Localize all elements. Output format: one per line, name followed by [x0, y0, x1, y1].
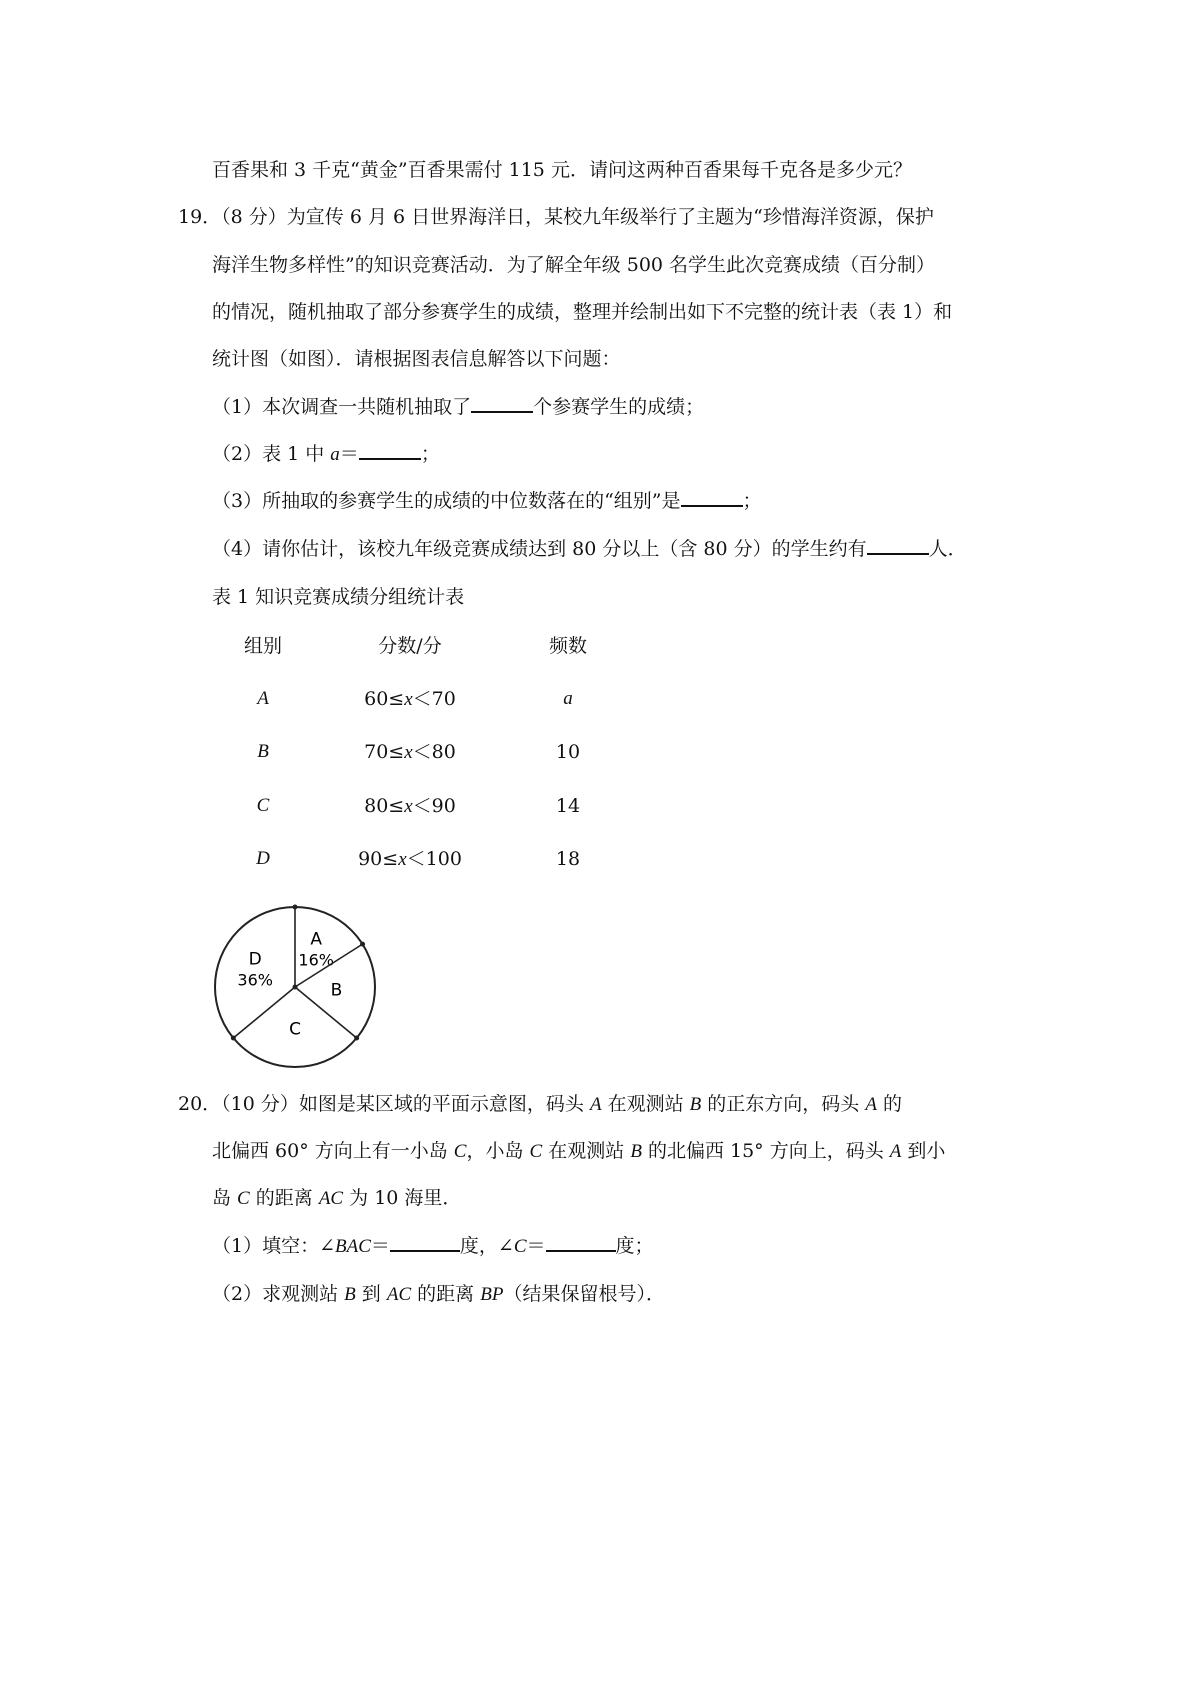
- pie-slice-b-label: B: [330, 980, 343, 1001]
- answer-blank[interactable]: [546, 1232, 616, 1252]
- text-segment: 的: [876, 1093, 902, 1115]
- pie-slice-c-label: C: [289, 1019, 301, 1040]
- pie-slice-d-percent: 36%: [237, 970, 273, 990]
- degree-text: 度，∠: [459, 1235, 514, 1257]
- table-cell-score: 90≤x＜100: [358, 848, 462, 870]
- table-cell-group: A: [257, 688, 269, 709]
- q19-sub-4: [212, 535, 967, 563]
- pie-slice-a-label: A: [310, 929, 323, 950]
- table-header-score: 分数/分: [378, 635, 442, 657]
- pie-boundary-point: [293, 905, 298, 910]
- math-variable: AC: [386, 1284, 412, 1305]
- text-segment: ，小岛: [466, 1140, 530, 1162]
- answer-blank[interactable]: [867, 535, 929, 555]
- q19-sub-2-tail: ；: [420, 443, 440, 465]
- math-variable: C: [529, 1141, 543, 1162]
- q19-sub-3-tail: ；: [742, 490, 762, 512]
- text-segment: 在观测站: [542, 1140, 631, 1162]
- text-segment: 的正东方向，码头: [701, 1093, 866, 1115]
- math-variable: AC: [318, 1188, 344, 1209]
- text-segment: （2）求观测站: [212, 1283, 345, 1305]
- math-variable: A: [589, 1094, 602, 1115]
- answer-blank[interactable]: [359, 440, 421, 460]
- pie-slice-a-percent: 16%: [298, 950, 334, 970]
- pie-boundary-point: [231, 1035, 236, 1040]
- text-segment: 的北偏西 15° 方向上，码头: [641, 1140, 890, 1162]
- angle-bac: BAC: [335, 1236, 371, 1257]
- table-cell-frequency: 10: [555, 741, 581, 763]
- table-header-frequency: 频数: [548, 635, 587, 657]
- answer-blank[interactable]: [390, 1232, 460, 1252]
- q20-sub-1: [212, 1232, 654, 1261]
- pie-chart: [205, 897, 385, 1077]
- q19-sub-4-tail: 人．: [928, 538, 967, 560]
- q19-sub-1: [212, 393, 704, 421]
- pie-center-point: [293, 985, 298, 990]
- angle-c: C: [513, 1236, 527, 1257]
- table-header-group: 组别: [243, 635, 282, 657]
- q20-line-3: [212, 1184, 461, 1213]
- text-segment: 的距离: [249, 1187, 319, 1209]
- table-cell-score: 60≤x＜70: [364, 688, 456, 710]
- q19-sub-1-tail: 个参赛学生的成绩；: [533, 396, 705, 418]
- q20-sub-1-text: （1）填空：∠: [212, 1235, 336, 1257]
- table-cell-frequency: a: [563, 688, 573, 709]
- equals-sign: ＝: [370, 1235, 390, 1257]
- math-variable: C: [453, 1141, 467, 1162]
- q19-line-1: 19．（8 分）为宣传 6 月 6 日世界海洋日，某校九年级举行了主题为“珍惜海洋资源，保护: [178, 206, 934, 228]
- q19-sub-3-text: （3）所抽取的参赛学生的成绩的中位数落在的“组别”是: [212, 490, 681, 512]
- math-variable: A: [865, 1094, 877, 1115]
- table-cell-score: 70≤x＜80: [364, 741, 456, 763]
- text-segment: 20．（10 分）如图是某区域的平面示意图，码头: [178, 1093, 590, 1115]
- answer-blank[interactable]: [681, 487, 743, 507]
- text-segment: 岛: [212, 1187, 238, 1209]
- q19-sub-2-text: （2）表 1 中: [212, 443, 331, 465]
- math-variable: C: [237, 1188, 250, 1209]
- pie-boundary-point: [360, 942, 365, 947]
- math-variable: B: [344, 1284, 356, 1305]
- table-cell-frequency: 14: [555, 795, 581, 817]
- table-cell-score: 80≤x＜90: [364, 795, 456, 817]
- table-cell-group: B: [257, 741, 269, 762]
- text-segment: （结果保留根号）．: [503, 1283, 665, 1305]
- text-segment: 为 10 海里．: [343, 1187, 462, 1209]
- previous-question-tail: 百香果和 3 千克“黄金”百香果需付 115 元．请问这两种百香果每千克各是多少元？: [212, 159, 912, 181]
- q19-sub-1-text: （1）本次调查一共随机抽取了: [212, 396, 472, 418]
- equals-sign: ＝: [339, 443, 359, 465]
- q19-line-2: 海洋生物多样性”的知识竞赛活动．为了解全年级 500 名学生此次竞赛成绩（百分制）: [212, 254, 936, 276]
- answer-blank[interactable]: [471, 393, 533, 413]
- q19-sub-4-text: （4）请你估计，该校九年级竞赛成绩达到 80 分以上（含 80 分）的学生约有: [212, 538, 867, 560]
- q19-sub-3: [212, 487, 762, 515]
- math-variable: A: [889, 1141, 902, 1162]
- pie-slice-d-label: D: [248, 949, 262, 970]
- table-caption: 表 1 知识竞赛成绩分组统计表: [212, 586, 465, 608]
- math-variable: BP: [480, 1284, 504, 1305]
- q20-sub-2: [212, 1280, 665, 1309]
- table-cell-group: C: [256, 795, 270, 816]
- equals-sign: ＝: [526, 1235, 546, 1257]
- text-segment: 到小: [901, 1140, 946, 1162]
- q19-sub-2: [212, 440, 440, 469]
- q20-line-2: [212, 1137, 945, 1166]
- math-variable: B: [689, 1094, 702, 1115]
- q20-line-1: [178, 1090, 902, 1119]
- math-variable: B: [630, 1141, 642, 1162]
- table-cell-frequency: 18: [555, 848, 581, 870]
- variable-a: a: [330, 444, 340, 465]
- q19-line-4: 统计图（如图）．请根据图表信息解答以下问题：: [212, 348, 621, 370]
- text-segment: 北偏西 60° 方向上有一小岛: [212, 1140, 454, 1162]
- pie-boundary-point: [354, 1035, 359, 1040]
- degree-text: 度；: [615, 1235, 654, 1257]
- text-segment: 的距离: [411, 1283, 481, 1305]
- table-cell-group: D: [256, 848, 270, 869]
- q19-line-3: 的情况，随机抽取了部分参赛学生的成绩，整理并绘制出如下不完整的统计表（表 1）和: [212, 301, 953, 323]
- text-segment: 到: [355, 1283, 387, 1305]
- text-segment: 在观测站: [601, 1093, 690, 1115]
